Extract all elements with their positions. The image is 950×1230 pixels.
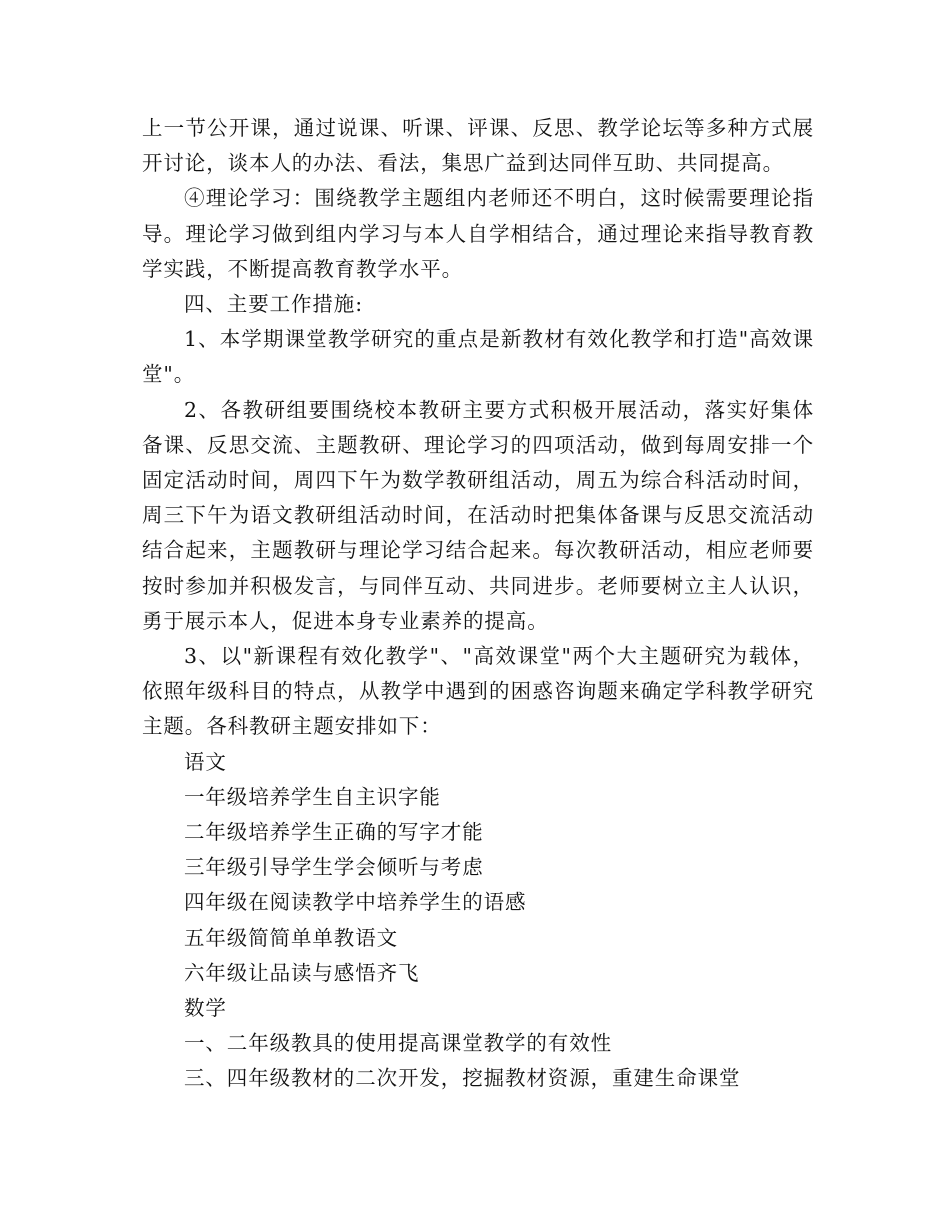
list-item-grade-6: 六年级让品读与感悟齐飞 [184, 960, 420, 985]
paragraph-measure-2: 2、各教研组要围绕校本教研主要方式积极开展活动，落实好集体备课、反思交流、主题教研、理论学习的四项活动，做到每周安排一个固定活动时间，周四下午为数学教研组活动，周五为综合科活动时间，周三下午为语文教研组活动时间，在活动时把集体备课与反思交流活动结合起来，主题教研与理论学习结合起来。每次教研活动，相应老师要按时参加并积极发言，与同伴互动、共同进步。老师要树立主人认识，勇于展示本人，促进本身专业素养的提高。 [142, 397, 814, 633]
list-item-grade-5: 五年级简简单单教语文 [184, 925, 398, 950]
list-item-grade-4: 四年级在阅读教学中培养学生的语感 [184, 890, 527, 915]
list-item-math-grades-3-4: 三、四年级教材的二次开发，挖掘教材资源，重建生命课堂 [184, 1066, 741, 1091]
list-item-math-grades-1-2: 一、二年级教具的使用提高课堂教学的有效性 [184, 1031, 612, 1056]
list-item-grade-2: 二年级培养学生正确的写字才能 [184, 820, 484, 845]
paragraph-measure-3: 3、以"新课程有效化教学"、"高效课堂"两个大主题研究为载体，依照年级科目的特点，从教学中遇到的困惑咨询题来确定学科教学研究主题。各科教研主题安排如下： [142, 644, 814, 739]
paragraph-theory-study: ④理论学习：围绕教学主题组内老师还不明白，这时候需要理论指导。理论学习做到组内学习与本人自学相结合，通过理论来指导教育教学实践，不断提高教育教学水平。 [142, 186, 814, 281]
document-body [142, 111, 814, 1097]
section-heading-measures: 四、主要工作措施: [184, 292, 364, 317]
list-item-grade-1: 一年级培养学生自主识字能 [184, 784, 441, 809]
list-item-grade-3: 三年级引导学生学会倾听与考虑 [184, 855, 484, 880]
subject-heading-chinese: 语文 [184, 749, 227, 774]
subject-heading-math: 数学 [184, 996, 227, 1021]
paragraph-continuation: 上一节公开课，通过说课、听课、评课、反思、教学论坛等多种方式展开讨论，谈本人的办法、看法，集思广益到达同伴互助、共同提高。 [142, 116, 814, 176]
paragraph-measure-1: 1、本学期课堂教学研究的重点是新教材有效化教学和打造"高效课堂"。 [142, 327, 814, 387]
